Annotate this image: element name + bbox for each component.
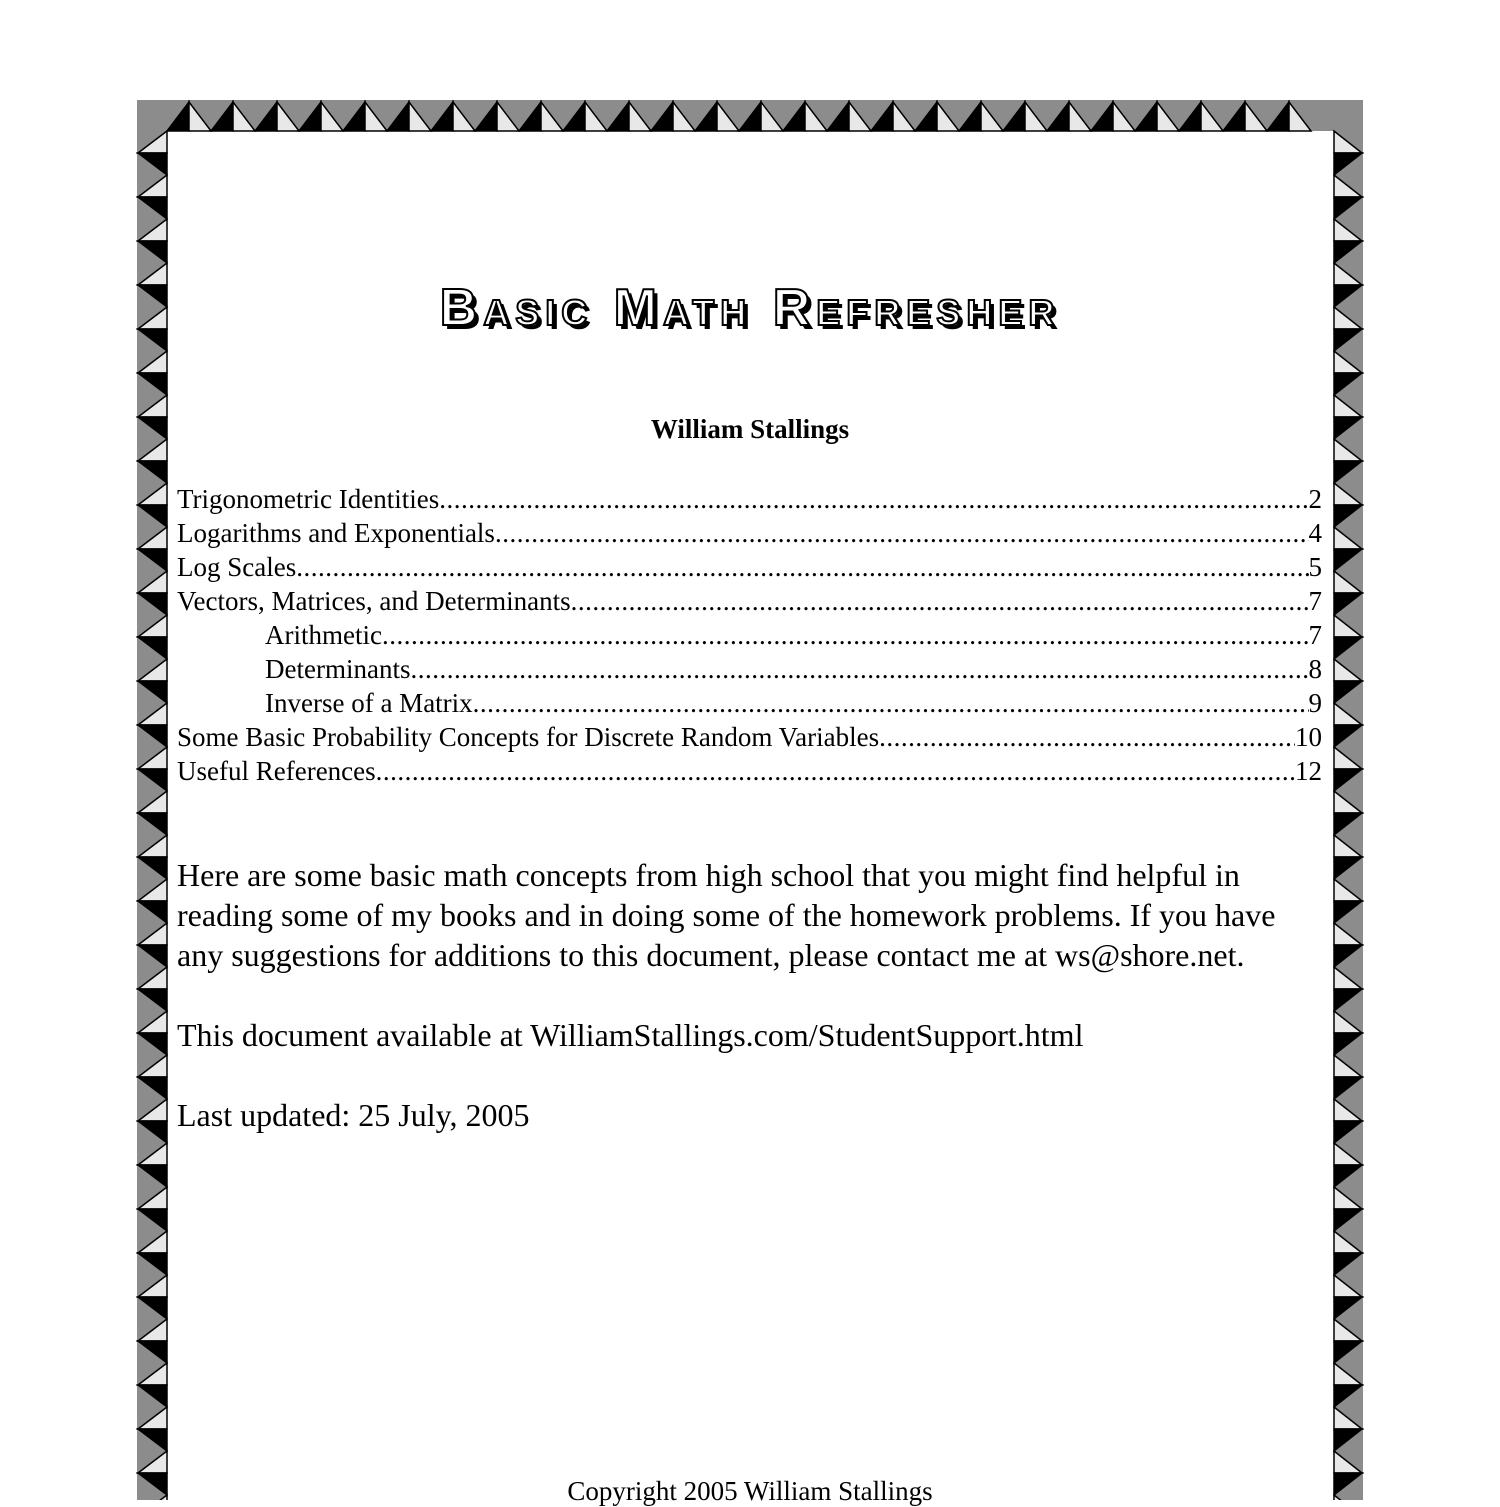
toc-label: Determinants xyxy=(265,654,411,684)
toc-entry[interactable] xyxy=(177,482,1322,516)
toc-leader xyxy=(376,754,1295,788)
body-text xyxy=(177,855,1327,1175)
toc-page: 2 xyxy=(1308,484,1322,514)
toc-page: 10 xyxy=(1295,722,1322,752)
toc-leader xyxy=(296,550,1308,584)
toc-label: Inverse of a Matrix xyxy=(265,688,473,718)
toc-leader xyxy=(439,482,1308,516)
toc-page: 4 xyxy=(1308,518,1322,548)
toc-leader xyxy=(473,686,1309,720)
toc-label: Trigonometric Identities xyxy=(177,484,440,514)
toc-entry[interactable] xyxy=(177,584,1322,618)
toc-page: 5 xyxy=(1308,552,1322,582)
toc-label: Log Scales xyxy=(177,552,297,582)
toc-page: 8 xyxy=(1308,654,1322,684)
toc-page: 9 xyxy=(1308,688,1322,718)
toc-entry[interactable] xyxy=(177,516,1322,550)
toc-subentry[interactable] xyxy=(177,652,1322,686)
toc-leader xyxy=(879,720,1295,754)
toc-label: Vectors, Matrices, and Determinants xyxy=(177,586,571,616)
author-name: William Stallings xyxy=(650,414,850,444)
toc-label: Some Basic Probability Concepts for Discrete Random Variables xyxy=(177,722,880,752)
copyright-notice: Copyright 2005 William Stallings xyxy=(567,1476,933,1506)
toc-leader xyxy=(571,584,1309,618)
toc-entry[interactable] xyxy=(177,550,1322,584)
toc-subentry[interactable] xyxy=(177,618,1322,652)
toc-page: 12 xyxy=(1295,756,1322,786)
toc-subentry[interactable] xyxy=(177,686,1322,720)
intro-paragraph: Here are some basic math concepts from high school that you might find helpful in reading some of my books and in doing some of the homework problems. If you have any suggestions for additions to this document, please contact me at ws@shore.net. xyxy=(177,857,1276,973)
toc-entry[interactable] xyxy=(177,720,1322,754)
toc-label: Arithmetic xyxy=(265,620,382,650)
last-updated: Last updated: 25 July, 2005 xyxy=(177,1097,530,1133)
table-of-contents xyxy=(177,482,1322,788)
toc-label: Logarithms and Exponentials xyxy=(177,518,495,548)
availability-note: This document available at WilliamStallings.com/StudentSupport.html xyxy=(177,1017,1084,1053)
toc-entry[interactable] xyxy=(177,754,1322,788)
toc-leader xyxy=(410,652,1308,686)
toc-page: 7 xyxy=(1308,620,1322,650)
toc-leader xyxy=(495,516,1309,550)
toc-label: Useful References xyxy=(177,756,376,786)
document-title: Basic Math Refresher xyxy=(439,279,1061,337)
toc-leader xyxy=(382,618,1309,652)
toc-page: 7 xyxy=(1308,586,1322,616)
